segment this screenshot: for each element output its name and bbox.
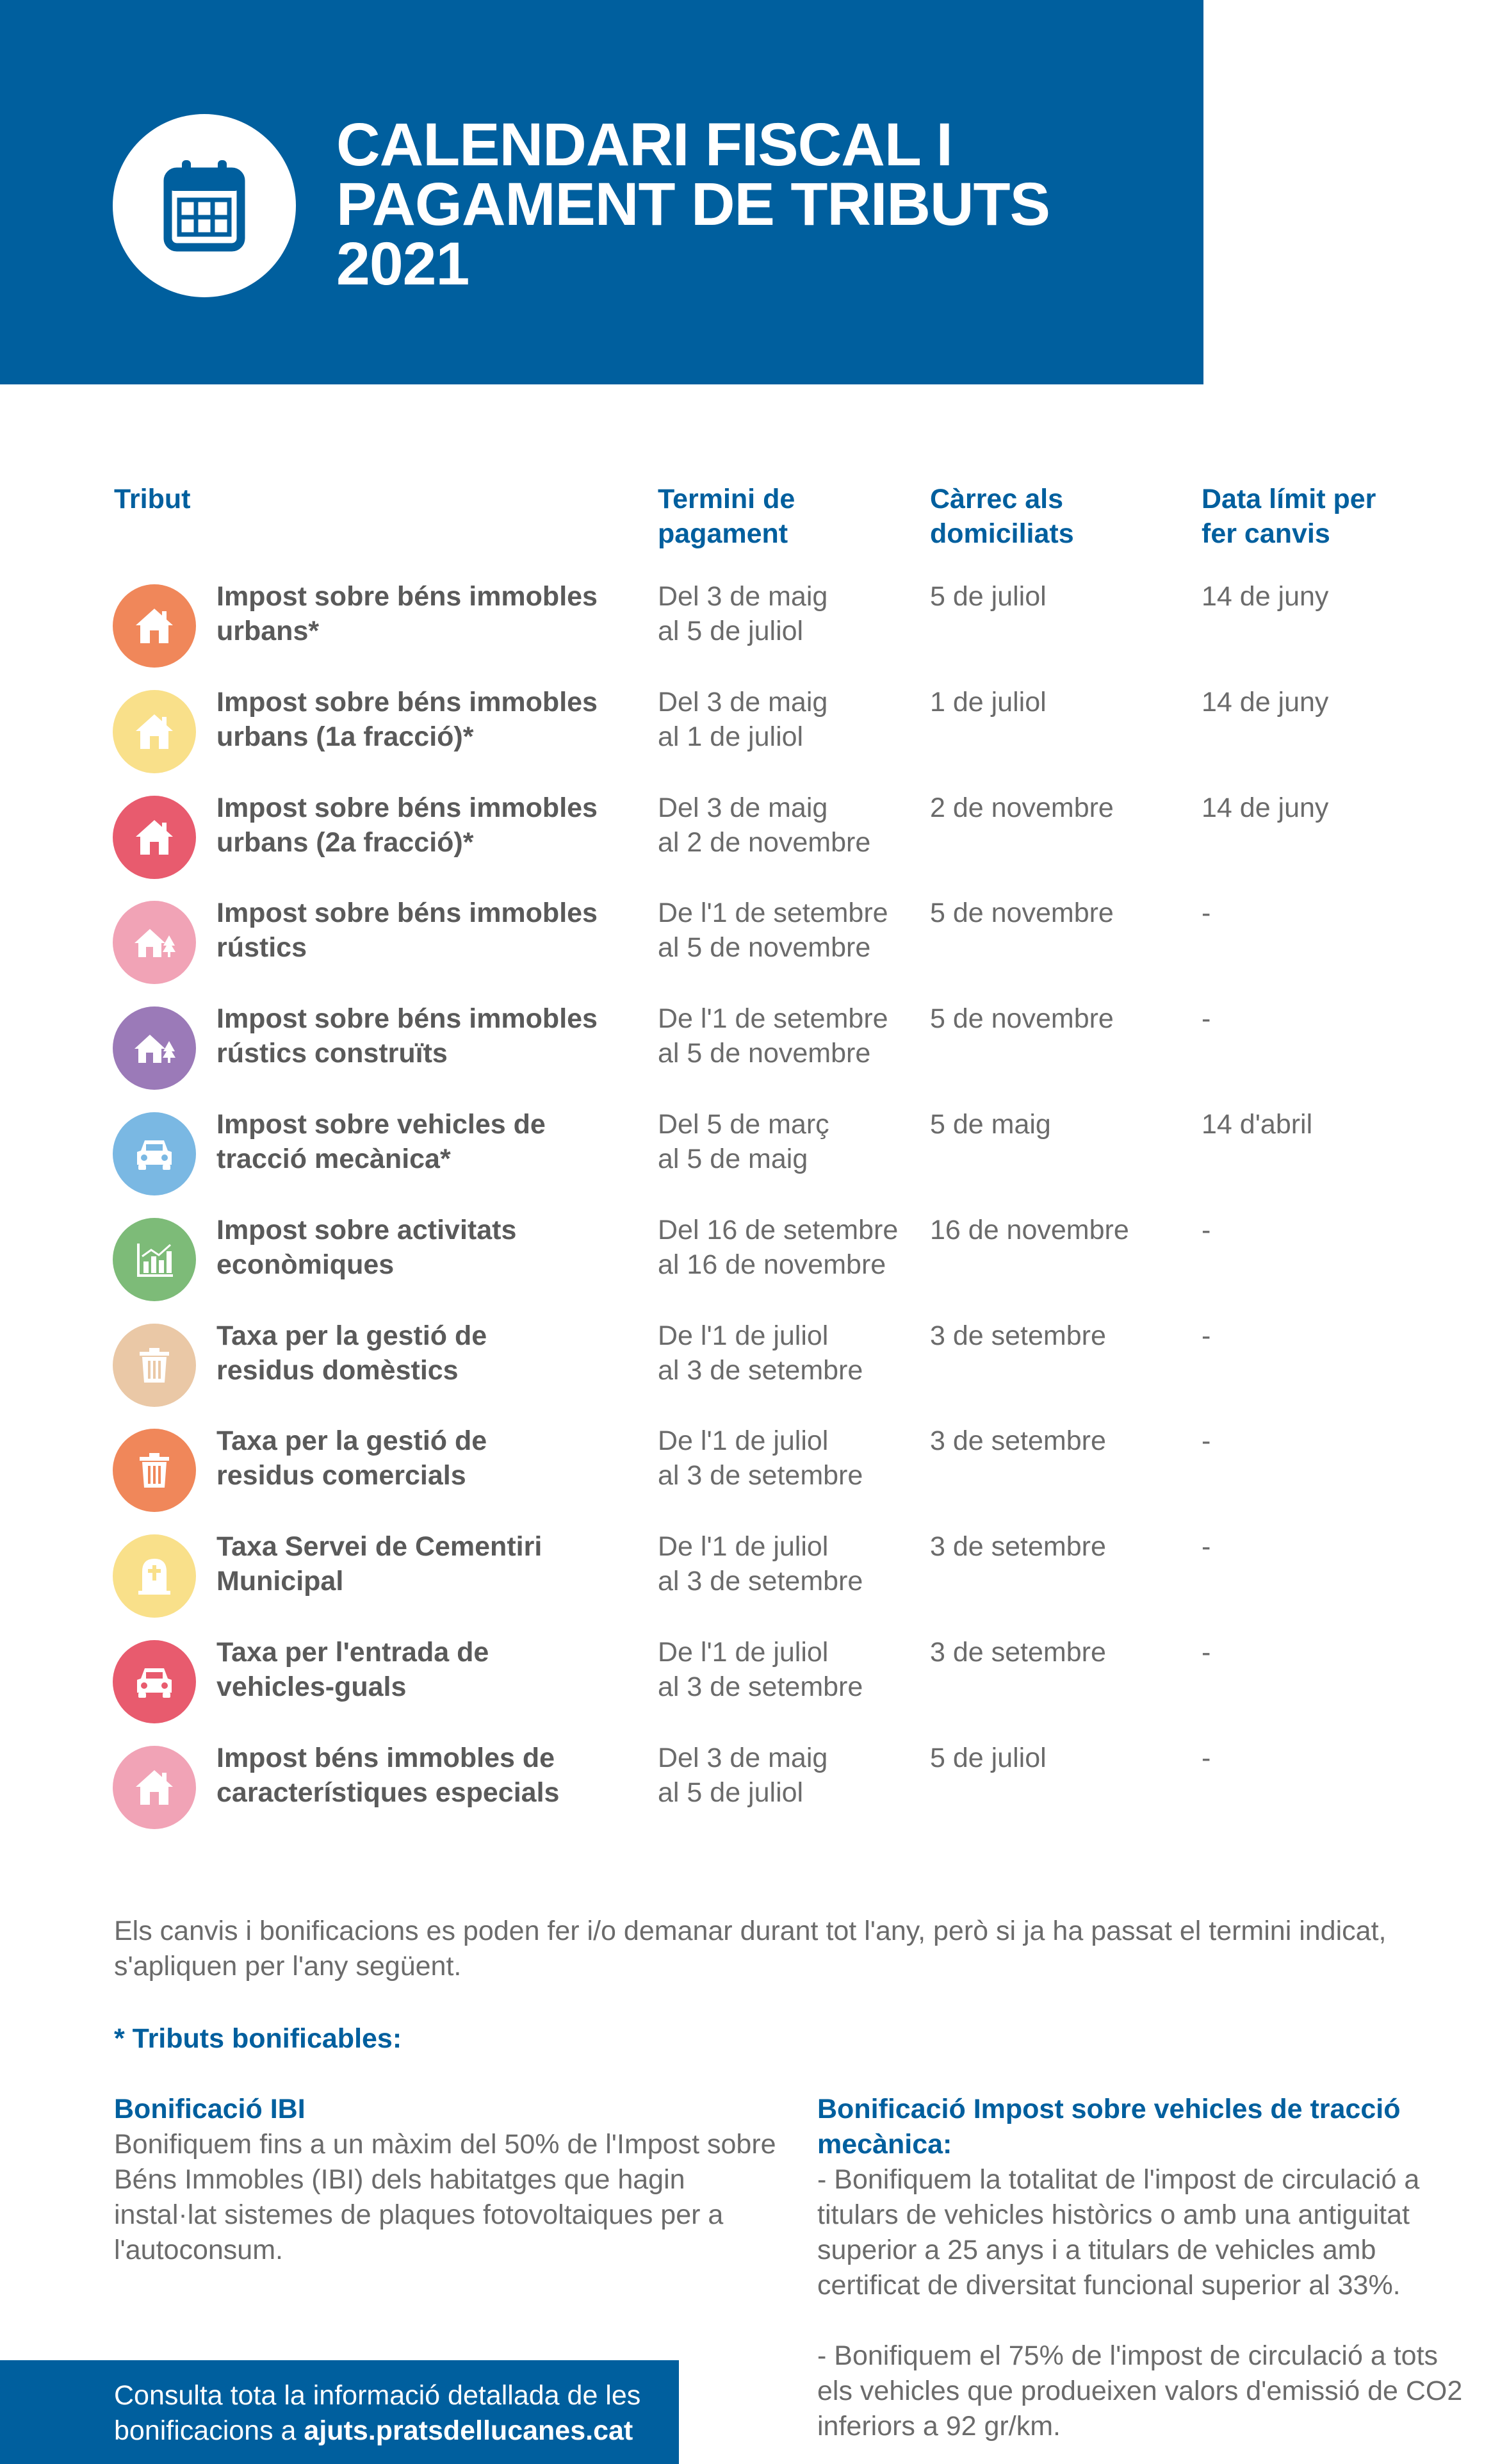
tribut-name-line: Taxa per la gestió de	[216, 1320, 487, 1351]
header-tribut: Tribut	[114, 484, 191, 514]
table-row	[0, 581, 1500, 687]
footer-text	[114, 2378, 640, 2449]
header-data-limit	[1202, 482, 1376, 551]
termini-pagament	[658, 1107, 829, 1176]
bonificacio-ibi	[114, 2092, 780, 2268]
termini-pagament	[658, 579, 827, 648]
header-carrec	[930, 482, 1074, 551]
termini-line: Del 5 de març	[658, 1109, 829, 1140]
termini-line: De l'1 de juliol	[658, 1320, 829, 1351]
tribut-name	[216, 579, 626, 648]
footer-line-1: Consulta tota la informació detallada de les	[114, 2380, 641, 2411]
termini-line: al 5 de juliol	[658, 1777, 804, 1808]
termini-line: al 3 de setembre	[658, 1566, 863, 1597]
footer-banner	[0, 2360, 679, 2464]
termini-line: al 3 de setembre	[658, 1671, 863, 1702]
bonificacio-vehicles-text-2: - Bonifiquem el 75% de l'impost de circulació a tots els vehicles que produeixen valors d'emissió de CO2 inferiors a 92 gr/km.	[817, 2340, 1463, 2442]
bonifiable-heading: * Tributs bonificables:	[114, 2023, 402, 2054]
data-limit-canvis: 14 de juny	[1202, 581, 1329, 612]
data-limit-canvis: -	[1202, 1425, 1211, 1457]
data-limit-canvis: 14 de juny	[1202, 792, 1329, 823]
termini-line: De l'1 de juliol	[658, 1637, 829, 1668]
termini-line: al 3 de setembre	[658, 1460, 863, 1491]
termini-pagament	[658, 791, 870, 860]
table-row	[0, 1109, 1500, 1215]
calendar-icon	[163, 158, 246, 254]
house-tree-icon	[113, 1006, 196, 1090]
carrec-domiciliats: 5 de novembre	[930, 898, 1114, 929]
data-limit-canvis: -	[1202, 1637, 1211, 1668]
tribut-name-line: rústics construïts	[216, 1038, 448, 1069]
data-limit-canvis: -	[1202, 1214, 1211, 1245]
data-limit-canvis: 14 d'abril	[1202, 1109, 1313, 1140]
tribut-name	[216, 1741, 626, 1810]
house-tree-icon	[113, 901, 196, 984]
tribut-name	[216, 1424, 626, 1493]
tombstone-icon	[113, 1534, 196, 1618]
header-carrec-line-2: domiciliats	[930, 518, 1074, 549]
termini-pagament	[658, 1741, 827, 1810]
tribut-name-line: vehicles-guals	[216, 1671, 407, 1702]
termini-line: Del 3 de maig	[658, 792, 828, 823]
footer-link[interactable]: ajuts.pratsdellucanes.cat	[304, 2415, 633, 2446]
tribut-name-line: Impost sobre béns immobles	[216, 581, 598, 612]
tribut-name	[216, 1635, 626, 1704]
tribut-name-line: rústics	[216, 932, 307, 964]
tribut-name-line: econòmiques	[216, 1249, 395, 1280]
data-limit-canvis: 14 de juny	[1202, 686, 1329, 718]
footer-line-2-text: bonificacions a	[114, 2415, 304, 2446]
header-carrec-line-1: Càrrec als	[930, 484, 1063, 514]
termini-line: De l'1 de juliol	[658, 1425, 829, 1457]
termini-line: al 5 de maig	[658, 1144, 808, 1174]
termini-line: De l'1 de setembre	[658, 1003, 888, 1035]
calendar-badge	[113, 114, 296, 297]
data-limit-canvis: -	[1202, 1742, 1211, 1773]
title-line-1: CALENDARI FISCAL I	[336, 111, 952, 179]
table-row	[0, 1742, 1500, 1848]
header-limit-line-1: Data límit per	[1202, 484, 1376, 514]
termini-line: al 5 de juliol	[658, 616, 804, 646]
footer-line-2	[114, 2413, 640, 2449]
header-termini	[658, 482, 795, 551]
termini-pagament	[658, 1213, 898, 1282]
header-termini-line-1: Termini de	[658, 484, 795, 514]
page-title	[336, 111, 1050, 298]
termini-line: al 16 de novembre	[658, 1249, 886, 1280]
data-limit-canvis: -	[1202, 898, 1211, 929]
tribut-name	[216, 1213, 626, 1282]
carrec-domiciliats: 5 de novembre	[930, 1003, 1114, 1035]
table-row	[0, 792, 1500, 898]
tribut-name-line: Impost sobre béns immobles	[216, 898, 598, 929]
carrec-domiciliats: 5 de juliol	[930, 581, 1047, 612]
termini-line: al 2 de novembre	[658, 826, 871, 858]
trash-icon	[113, 1429, 196, 1512]
termini-pagament	[658, 1635, 863, 1704]
bar-chart-icon	[113, 1218, 196, 1301]
termini-line: Del 16 de setembre	[658, 1214, 899, 1245]
bonificacio-vehicles-title: Bonificació Impost sobre vehicles de tracció mecànica:	[817, 2094, 1401, 2160]
header-termini-line-2: pagament	[658, 518, 788, 549]
data-limit-canvis: -	[1202, 1531, 1211, 1563]
tribut-name-line: residus domèstics	[216, 1354, 459, 1386]
table-row	[0, 1320, 1500, 1426]
car-icon	[113, 1112, 196, 1195]
carrec-domiciliats: 3 de setembre	[930, 1320, 1106, 1351]
house-icon	[113, 690, 196, 773]
termini-line: Del 3 de maig	[658, 1742, 828, 1773]
carrec-domiciliats: 1 de juliol	[930, 686, 1047, 718]
termini-pagament	[658, 1318, 863, 1388]
note-text: Els canvis i bonificacions es poden fer i/o demanar durant tot l'any, però si ja ha passat el termini indicat, s'apliquen per l'any següent.	[114, 1916, 1387, 1982]
tribut-name-line: urbans*	[216, 616, 320, 646]
tribut-name-line: residus comercials	[216, 1460, 466, 1491]
termini-pagament	[658, 896, 888, 965]
tribut-name	[216, 791, 626, 860]
tribut-name-line: tracció mecànica*	[216, 1144, 451, 1174]
termini-line: De l'1 de juliol	[658, 1531, 829, 1563]
tribut-name-line: Impost béns immobles de	[216, 1742, 555, 1773]
carrec-domiciliats: 5 de maig	[930, 1109, 1051, 1140]
tribut-name-line: Impost sobre activitats	[216, 1214, 517, 1245]
house-icon	[113, 584, 196, 668]
termini-line: Del 3 de maig	[658, 581, 828, 612]
carrec-domiciliats: 3 de setembre	[930, 1531, 1106, 1563]
header-banner	[0, 0, 1203, 384]
termini-line: al 3 de setembre	[658, 1354, 863, 1386]
carrec-domiciliats: 2 de novembre	[930, 792, 1114, 823]
title-line-3: 2021	[336, 230, 469, 298]
table-row	[0, 1531, 1500, 1637]
tribut-name-line: Impost sobre béns immobles	[216, 1003, 598, 1035]
tribut-name-line: urbans (1a fracció)*	[216, 721, 474, 752]
table-row	[0, 1214, 1500, 1320]
termini-line: al 1 de juliol	[658, 721, 804, 752]
termini-line: Del 3 de maig	[658, 686, 828, 718]
tribut-name-line: urbans (2a fracció)*	[216, 826, 474, 858]
tribut-name-line: Taxa Servei de Cementiri	[216, 1531, 542, 1563]
tribut-name-line: Municipal	[216, 1566, 344, 1597]
tribut-name	[216, 1001, 626, 1071]
bonificacio-vehicles-text-1: - Bonifiquem la totalitat de l'impost de circulació a titulars de vehicles històrics o amb una antiguitat superior a 25 anys i a titulars de vehicles amb certificat de diversitat funcional superior al 33%.	[817, 2164, 1420, 2301]
carrec-domiciliats: 3 de setembre	[930, 1637, 1106, 1668]
tribut-name-line: Impost sobre vehicles de	[216, 1109, 546, 1140]
bonificacio-ibi-title: Bonificació IBI	[114, 2094, 306, 2124]
termini-pagament	[658, 685, 827, 754]
trash-icon	[113, 1324, 196, 1407]
termini-line: al 5 de novembre	[658, 1038, 871, 1069]
header-limit-line-2: fer canvis	[1202, 518, 1330, 549]
tribut-name	[216, 1318, 626, 1388]
carrec-domiciliats: 16 de novembre	[930, 1214, 1129, 1245]
title-line-2: PAGAMENT DE TRIBUTS	[336, 170, 1050, 238]
tribut-name-line: Taxa per l'entrada de	[216, 1637, 489, 1668]
table-row	[0, 1425, 1500, 1531]
table-row	[0, 1003, 1500, 1109]
carrec-domiciliats: 5 de juliol	[930, 1742, 1047, 1773]
tribut-name	[216, 685, 626, 754]
termini-pagament	[658, 1529, 863, 1598]
table-row	[0, 898, 1500, 1003]
car-icon	[113, 1640, 196, 1723]
tribut-name	[216, 1529, 626, 1598]
termini-line: De l'1 de setembre	[658, 898, 888, 929]
carrec-domiciliats: 3 de setembre	[930, 1425, 1106, 1457]
data-limit-canvis: -	[1202, 1003, 1211, 1035]
tribut-name-line: Taxa per la gestió de	[216, 1425, 487, 1457]
termini-line: al 5 de novembre	[658, 932, 871, 964]
tribut-name	[216, 896, 626, 965]
table-row	[0, 1637, 1500, 1743]
termini-pagament	[658, 1001, 888, 1071]
house-icon	[113, 1746, 196, 1829]
bonificacio-vehicles	[817, 2092, 1471, 2444]
table-row	[0, 686, 1500, 793]
tribut-name-line: Impost sobre béns immobles	[216, 792, 598, 823]
data-limit-canvis: -	[1202, 1320, 1211, 1351]
tribut-name-line: característiques especials	[216, 1777, 560, 1808]
tribut-name-line: Impost sobre béns immobles	[216, 686, 598, 718]
house-icon	[113, 796, 196, 879]
termini-pagament	[658, 1424, 863, 1493]
bonificacio-ibi-text: Bonifiquem fins a un màxim del 50% de l'Impost sobre Béns Immobles (IBI) dels habitatges que hagin instal·lat sistemes de plaques fotovoltaiques per a l'autoconsum.	[114, 2129, 776, 2265]
tribut-name	[216, 1107, 626, 1176]
